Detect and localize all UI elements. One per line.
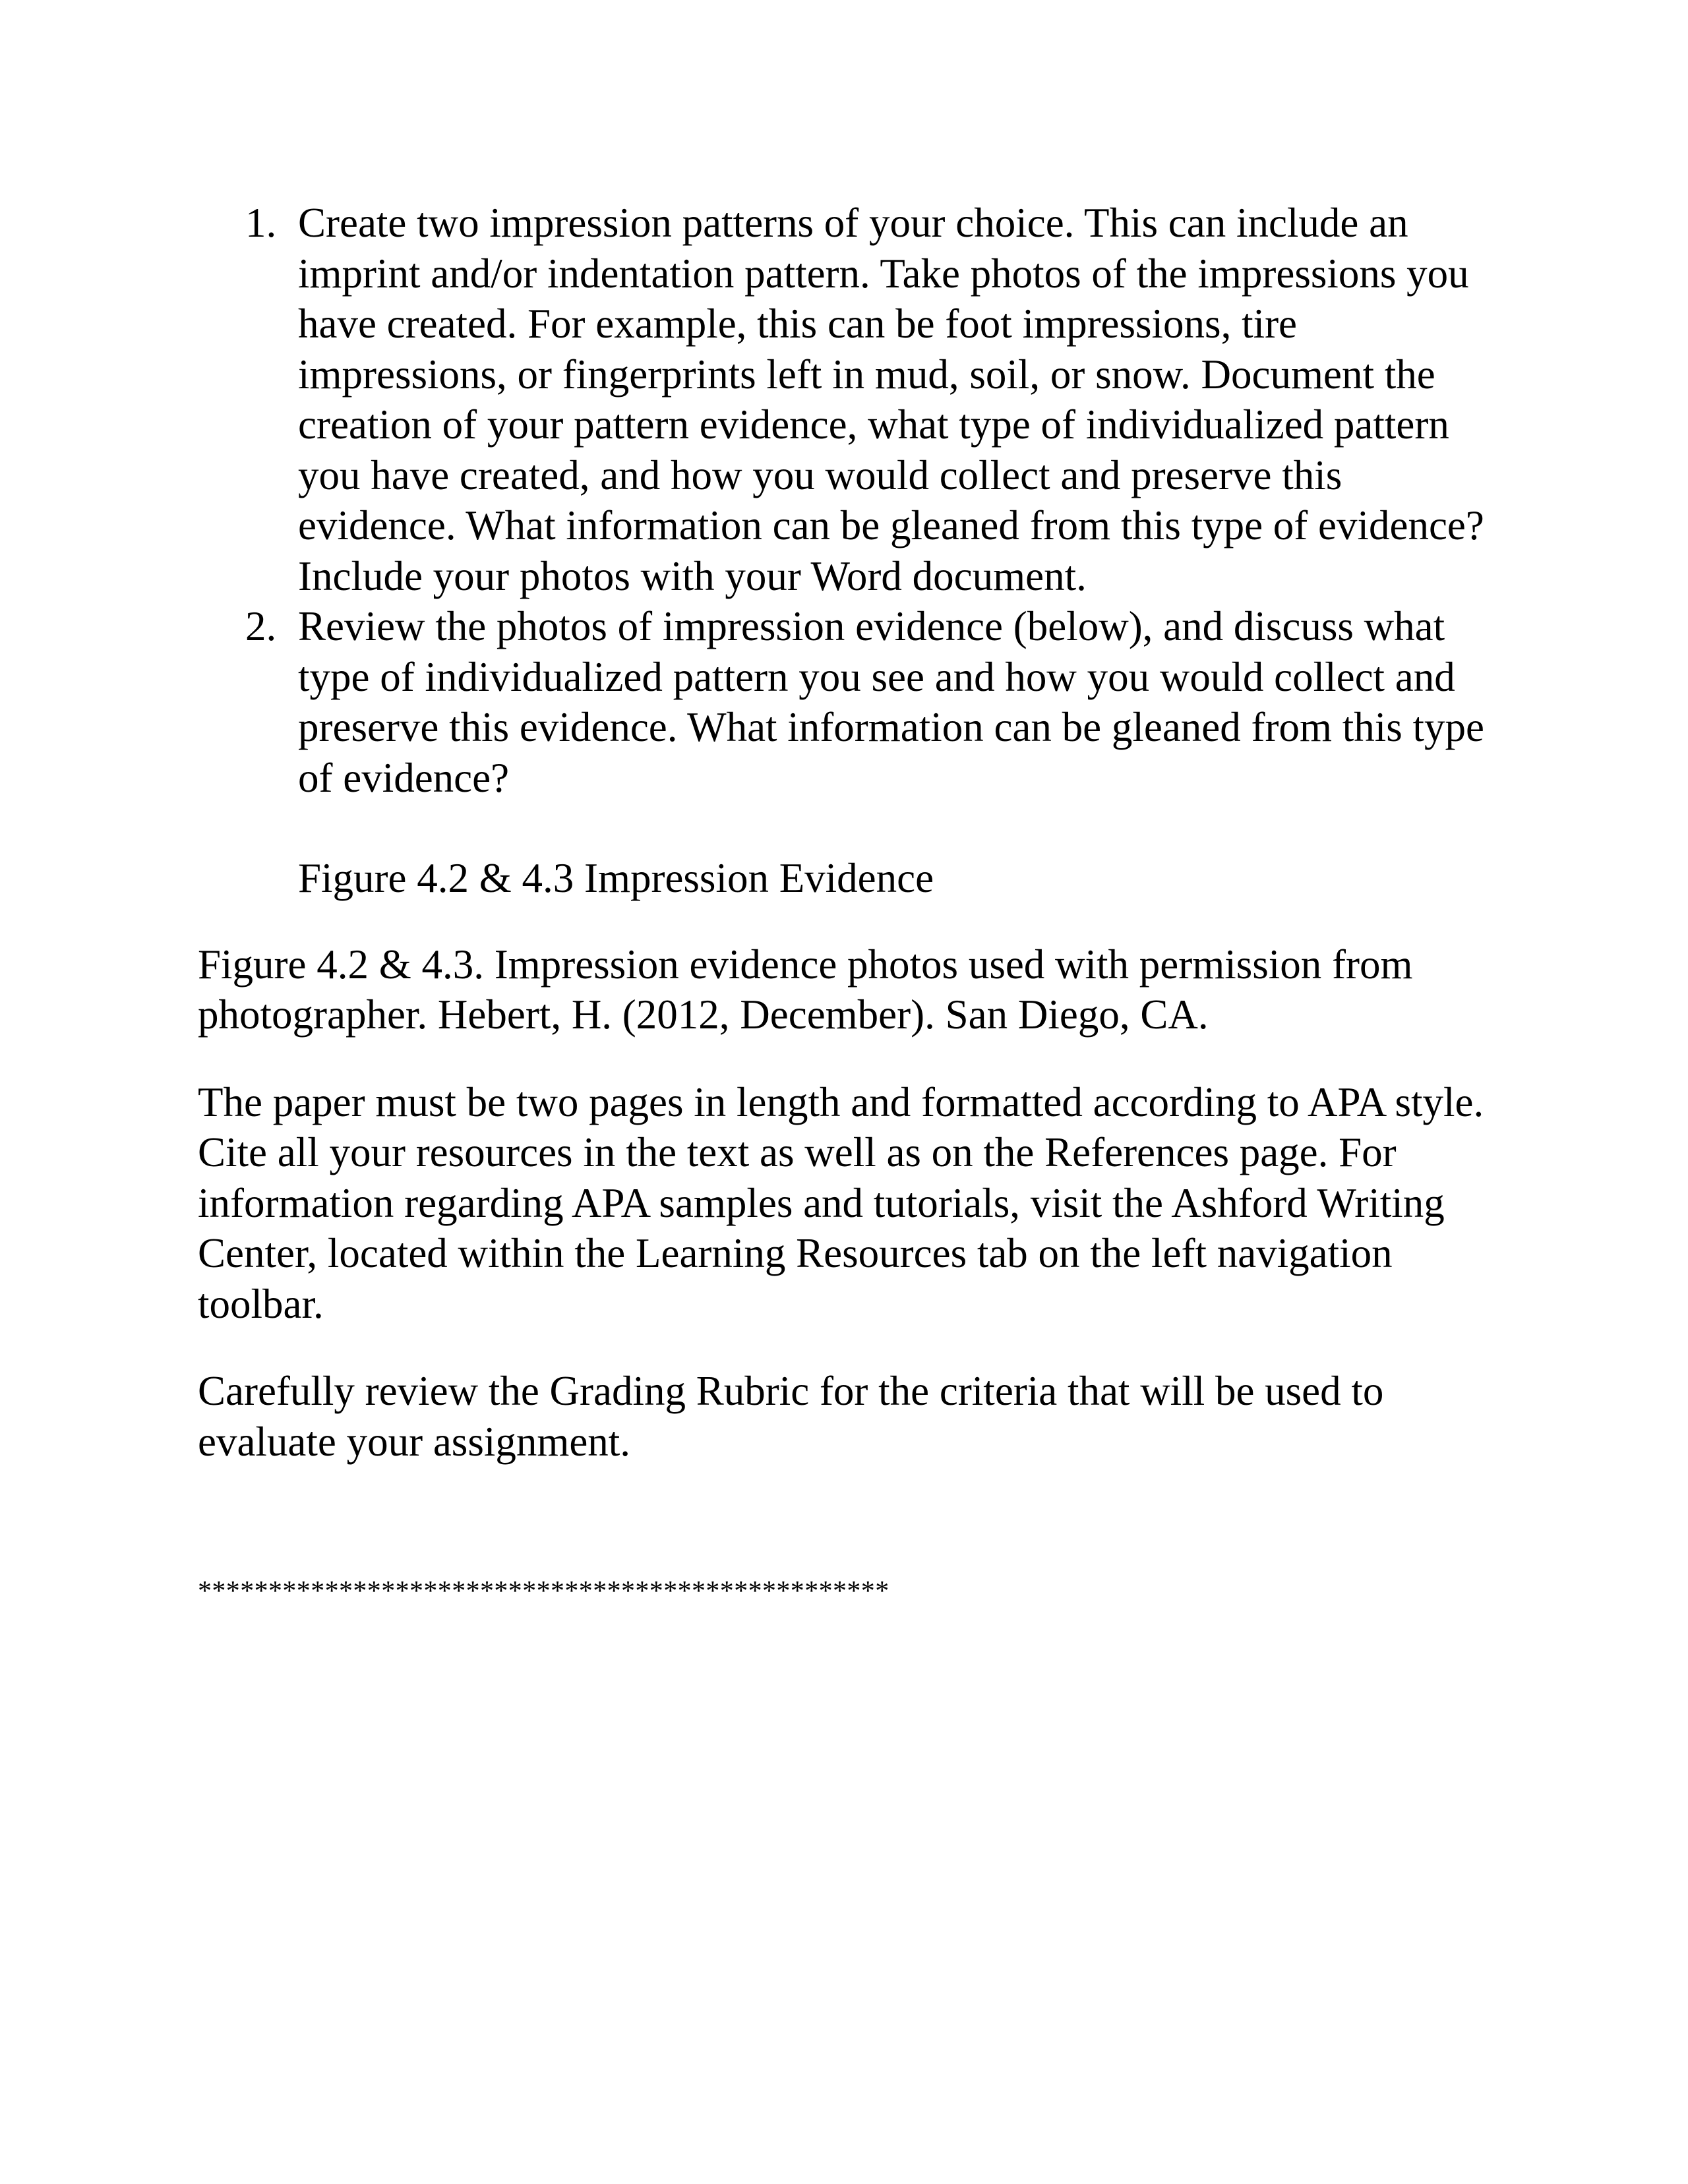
- rubric-paragraph: Carefully review the Grading Rubric for the criteria that will be used to evaluate your assignment.: [198, 1368, 1384, 1465]
- list-item-number: 2.: [245, 603, 277, 649]
- task-list: [198, 198, 1490, 803]
- list-item-number: 1.: [245, 200, 277, 246]
- list-item: [198, 198, 1490, 601]
- figure-title: Figure 4.2 & 4.3 Impression Evidence: [298, 855, 934, 901]
- list-item-text: Review the photos of impression evidence (below), and discuss what type of individualized pattern you see and how you would collect and preserve this evidence. What information can be gleaned from this type of evidence?: [298, 603, 1484, 801]
- figure-caption: Figure 4.2 & 4.3. Impression evidence photos used with permission from photographer. Hebert, H. (2012, December). San Diego, CA.: [198, 941, 1413, 1038]
- list-item: [198, 601, 1490, 803]
- document-page: [198, 198, 1490, 1605]
- asterisk-separator: *************************************************: [198, 1576, 889, 1607]
- apa-instructions-paragraph: The paper must be two pages in length and formatted according to APA style. Cite all your resources in the text as well as on the References page. For information regarding APA samples and tutorials, visit the Ashford Writing Center, located within the Learning Resources tab on the left navigation toolbar.: [198, 1078, 1484, 1327]
- list-item-text: Create two impression patterns of your choice. This can include an imprint and/or indentation pattern. Take photos of the impressions you have created. For example, this can be foot impressions, tire impressions, or fingerprints left in mud, soil, or snow. Document the creation of your pattern evidence, what type of individualized pattern you have created, and how you would collect and preserve this evidence. What information can be gleaned from this type of evidence? Include your photos with your Word document.: [298, 200, 1484, 599]
